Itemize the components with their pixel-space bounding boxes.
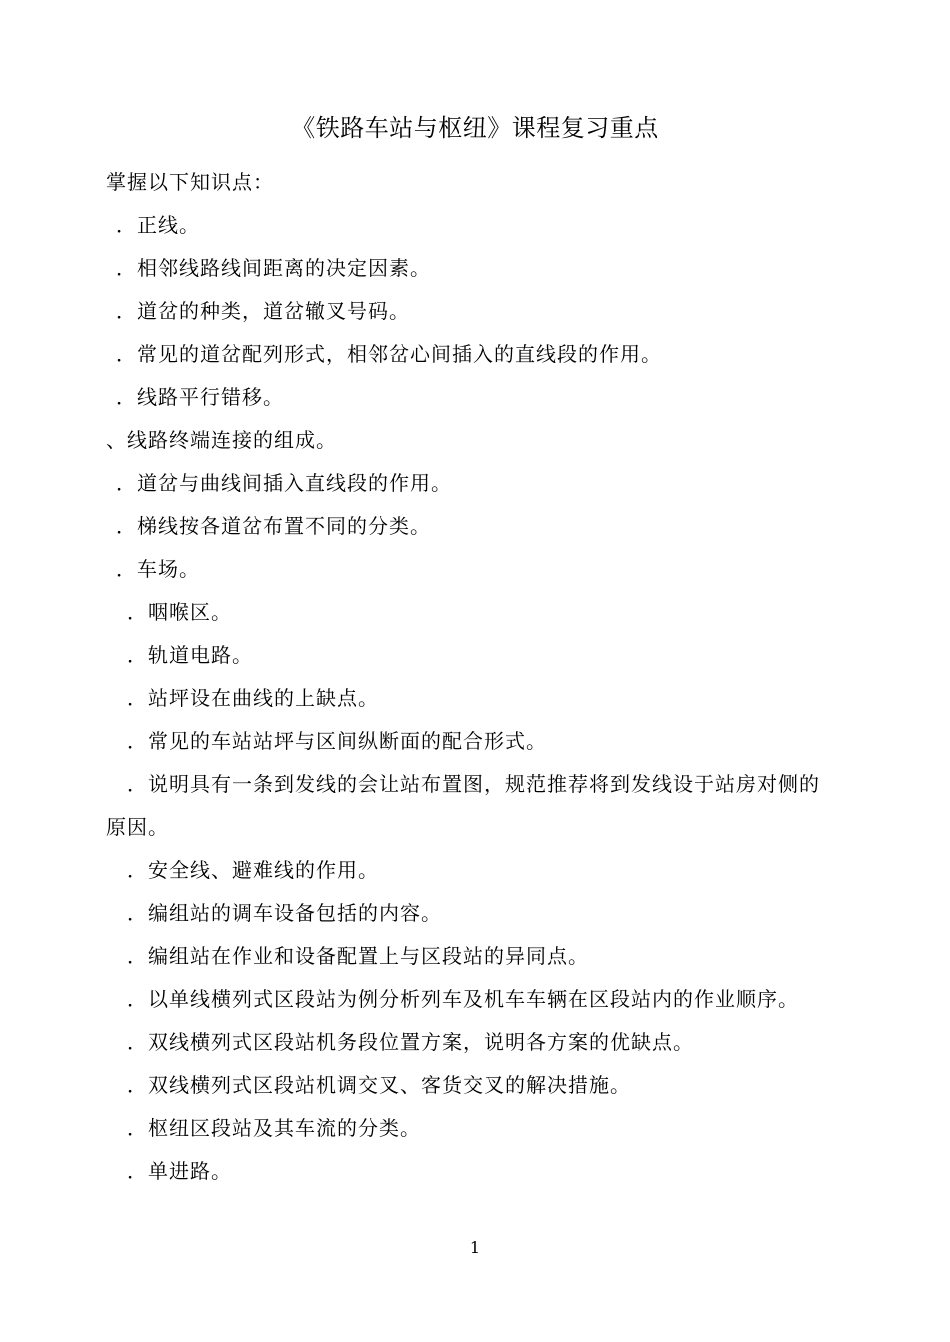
list-item-text: ．编组站在作业和设备配置上与区段站的异同点。 [127, 944, 589, 968]
list-item-text: ．梯线按各道岔布置不同的分类。 [116, 514, 431, 538]
list-item [0, 682, 950, 725]
list-item-text: ．安全线、避难线的作用。 [127, 858, 379, 882]
list-item [0, 897, 950, 940]
list-item-text: ．站坪设在曲线的上缺点。 [127, 686, 379, 710]
list-item [0, 1069, 950, 1112]
list-item-text: ．以单线横列式区段站为例分析列车及机车车辆在区段站内的作业顺序。 [127, 987, 799, 1011]
list-item [0, 252, 950, 295]
list-item [0, 510, 950, 553]
list-item-text: ．正线。 [116, 213, 200, 237]
list-item [0, 596, 950, 639]
list-item [0, 295, 950, 338]
list-item-text: ．咽喉区。 [127, 600, 232, 624]
list-item [0, 940, 950, 983]
list-item-text: ．道岔的种类，道岔辙叉号码。 [116, 299, 410, 323]
list-item [0, 381, 950, 424]
list-item-text: ．线路平行错移。 [116, 385, 284, 409]
list-item [0, 768, 950, 854]
list-item-text: 、线路终端连接的组成。 [106, 428, 337, 452]
list-item-text: ．道岔与曲线间插入直线段的作用。 [116, 471, 452, 495]
list-item [0, 1155, 950, 1198]
list-item [0, 209, 950, 252]
list-item-text: ．轨道电路。 [127, 643, 253, 667]
list-item [0, 639, 950, 682]
knowledge-point-list [0, 209, 950, 1198]
list-item [0, 1112, 950, 1155]
list-item-text: ．常见的车站站坪与区间纵断面的配合形式。 [127, 729, 547, 753]
list-item-text: ．相邻线路线间距离的决定因素。 [116, 256, 431, 280]
list-item-text: ．双线横列式区段站机务段位置方案，说明各方案的优缺点。 [127, 1030, 694, 1054]
list-item-continuation: 原因。 [106, 815, 169, 839]
intro-text: 掌握以下知识点： [106, 170, 274, 194]
list-item-text: ．枢纽区段站及其车流的分类。 [127, 1116, 421, 1140]
list-item [0, 1026, 950, 1069]
page-number: 1 [469, 1238, 481, 1257]
list-item [0, 854, 950, 897]
list-item-text: ．编组站的调车设备包括的内容。 [127, 901, 442, 925]
list-item-text: ．说明具有一条到发线的会让站布置图，规范推荐将到发线设于站房对侧的 [127, 772, 820, 796]
list-item-text: ．单进路。 [127, 1159, 232, 1183]
list-item [0, 983, 950, 1026]
list-item [0, 338, 950, 381]
list-item-text: ．双线横列式区段站机调交叉、客货交叉的解决措施。 [127, 1073, 631, 1097]
list-item [0, 424, 950, 467]
document-title: 《铁路车站与枢纽》课程复习重点 [291, 114, 659, 142]
list-item [0, 553, 950, 596]
list-item [0, 725, 950, 768]
list-item-text: ．车场。 [116, 557, 200, 581]
list-item-text: ．常见的道岔配列形式，相邻岔心间插入的直线段的作用。 [116, 342, 662, 366]
list-item [0, 467, 950, 510]
